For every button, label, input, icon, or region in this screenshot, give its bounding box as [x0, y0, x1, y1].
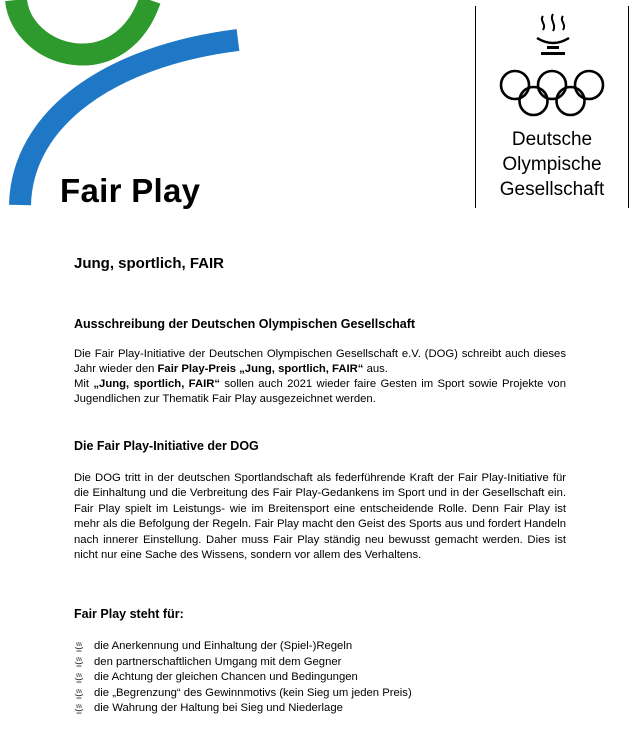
flame-icon	[529, 12, 577, 58]
text-run: aus.	[363, 363, 388, 376]
list-item-text: die Wahrung der Haltung bei Sieg und Niederlage	[94, 702, 343, 715]
list-item	[74, 686, 412, 702]
dog-name	[476, 127, 628, 202]
section-heading-fair-play-steht-fuer: Fair Play steht für:	[74, 607, 184, 621]
fair-play-values-list	[74, 639, 412, 717]
flame-bullet-icon	[74, 642, 84, 652]
flame-bullet-icon	[74, 704, 84, 714]
dog-name-line2: Olympische	[502, 154, 602, 175]
list-item	[74, 655, 412, 671]
paragraph-award	[74, 377, 566, 408]
document-title: Jung, sportlich, FAIR	[74, 255, 225, 272]
flame-bullet-icon	[74, 657, 84, 667]
paragraph-initiative: Die DOG tritt in der deutschen Sportlandschaft als federführende Kraft der Fair Play-Initiative für die Einhaltung und die Verbreitung des Fair Play-Gedankens im Sport und in der Gesellschaft ein. Fair Play spielt im Leistungs- wie im Breitensport eine entscheidende Rolle. Denn Fair Play ist mehr als die Befolgung der Regeln. Fair Play macht den Geist des Sports aus und fordert Handeln nach innerer Einstellung. Daher muss Fair Play ständig neu bewusst gemacht werden. Dies ist nicht nur eine Sache des Wissens, sondern vor allem des Verhaltens.	[74, 472, 566, 562]
dog-logo	[475, 6, 629, 208]
text-run: sollen auch 2021 wieder faire Gesten im Sport sowie Projekte von Jugendlichen zur Thematik Fair Play ausgezeichnet werden.	[74, 378, 566, 406]
list-item	[74, 670, 412, 686]
text-run: Die Fair Play-Initiative der Deutschen Olympischen Gesellschaft e.V. (DOG) schreibt auch dieses Jahr wieder den	[74, 348, 566, 376]
dog-name-line3: Gesellschaft	[499, 179, 605, 200]
list-item-text: die „Begrenzung“ des Gewinnmotivs (kein Sieg um jeden Preis)	[94, 686, 412, 699]
list-item-text: die Anerkennung und Einhaltung der (Spiel-)Regeln	[94, 640, 353, 652]
section-heading-initiative: Die Fair Play-Initiative der DOG	[74, 439, 259, 453]
section-heading-ausschreibung: Ausschreibung der Deutschen Olympischen Gesellschaft	[74, 317, 416, 331]
text-run: Mit	[74, 378, 94, 390]
text-run-bold: Fair Play-Preis „Jung, sportlich, FAIR“	[157, 363, 364, 376]
olympic-rings-icon	[498, 68, 606, 120]
paragraph-announcement	[74, 347, 566, 378]
list-item-text: die Achtung der gleichen Chancen und Bedingungen	[94, 671, 358, 684]
fair-play-title: Fair Play	[60, 172, 201, 209]
list-item	[74, 701, 412, 717]
document-body	[74, 255, 566, 715]
flame-bullet-icon	[74, 689, 84, 699]
logo-green-arc	[16, 0, 150, 55]
list-item	[74, 639, 412, 655]
list-item-text: den partnerschaftlichen Umgang mit dem Gegner	[94, 655, 342, 668]
dog-name-line1: Deutsche	[511, 129, 593, 150]
text-run-bold: „Jung, sportlich, FAIR“	[93, 378, 221, 390]
flame-bullet-icon	[74, 673, 84, 683]
